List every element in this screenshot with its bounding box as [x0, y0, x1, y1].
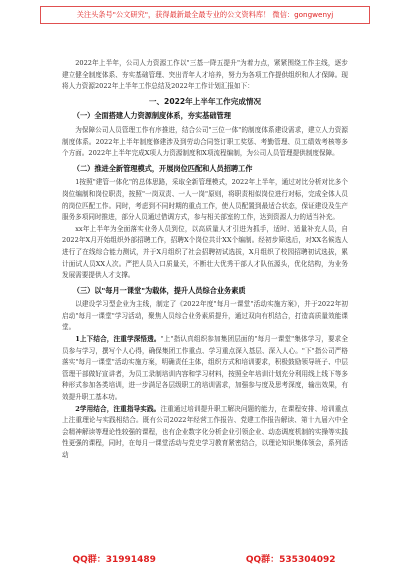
intro-paragraph: 2022年上半年，公司人力资源工作以"三基一降五提升"为着力点，紧紧围绕工作主线，逐步建立健全制度体系、夯实基础管理、突出青年人才培养，努力为各项工作提供组织和人才保障。现将人力资源2022年上半年工作总结及2022年工作计划汇报如下： [62, 59, 348, 91]
paragraph-6-lead: 1上下结合，注重学深悟透。 [75, 335, 161, 344]
qq-group-1: QQ群：31991489 [72, 555, 156, 565]
promo-banner: 关注头条号"公文研究"，获得最新最全最专业的公文资料库！ 微信：gongwenyj [40, 6, 370, 24]
paragraph-6-text: "上"指认真组织参加集团层面的"每月一课堂"集体学习，要求全员参与学习，撰写个人心得，确保集团工作重点、学习重点深入基层、深入人心。"下"指公司严格落实"每月一课堂"活动实施方案，明确责任主体，组织方式和培训要求，积极鼓励领导班子、中层管理干部做好宣讲者，为员工录制培训内容和学习材料，按照全年培训计划充分利用线上线下等多种形式参加各类培训，进一步满足各层级职工的培训需求，加强参与度及思考深度，输出效果，有效提升职工基本功。 [62, 335, 348, 402]
paragraph-7-lead: 2学用结合，注重指导实践。 [75, 404, 161, 413]
paragraph-2: 为保障公司人员管理工作有序推进，结合公司"三位一体"的制度体系建设需求，建立人力资源制度体系。2022年上半年制度修建涉及到劳动合同签订职工奖惩、考勤管理、员工绩效考核等多个方面。2022年上半年完成X项人力资源制度和X项流程编制，为公司人员管理提供制度保障。 [62, 125, 348, 158]
document-body [62, 58, 348, 462]
paragraph-7 [62, 404, 348, 462]
paragraph-3: 1按照"建管一体化"的总体思路，采取全新管理模式，2022年上半年，通过对比分析对比多个岗位编制和岗位职责，按照"一岗双责、一人一岗"原则，将职责相似岗位进行对标，完成全体人员的岗位匹配工作。同时，考虑到不同时期的重点工作，使人员配置到最适合状态，保证建设及生产服务多项同时推进，部分人员通过借调方式，参与相关部室的工作，达到资源人力的适当补充。 [62, 178, 348, 222]
paragraph-5: 以建设学习型企业为主线，制定了《2022年度"每月一课堂"活动实施方案》，并于2022年初启动"每月一课堂"学习活动，聚焦人员综合业务素质提升，通过双向有机结合，打造高质量效能课堂。 [62, 300, 348, 332]
paragraph-6 [62, 334, 348, 404]
subheading-2: （二）推进全新管理模式，开展岗位匹配和人员招聘工作 [72, 163, 253, 173]
subheading-1: （一）全面搭建人力资源制度体系，夯实基础管理 [72, 111, 231, 121]
qq-group-2: QQ群：535304092 [245, 555, 336, 565]
footer-contacts [0, 552, 408, 570]
paragraph-7-text: 注重通过培训提升职工解决问题的能力，在课程安排、培训重点上注重理论与实践相结合。既有公司2022年经营工作报告、党建工作报告解读、第十九届六中全会精神解读等理论性较强的课程，也有企业数字化分析企业引领企业、动态调度机制的实操等实践性更强的课程，同时，在每月一课堂活动与党史学习教育紧密结合，以理论知识集体领会，系列活动 [62, 404, 348, 459]
subheading-3: （三）以"每月一课堂"为载体，提升人员综合业务素质 [72, 285, 246, 295]
section-heading: 一、2022年上半年工作完成情况 [148, 96, 262, 106]
paragraph-4: xx年上半年为全面落实业务人员到位，以高质量人才引进为抓手，适时、适量补充人员，自2022年X月开始组织外部招聘工作，招聘X个岗位共计XX个编制。经初步筛选后，对XX名候选人进行了在线综合能力测试，并于X月组织了社会招聘初试选拔，X月组织了校园招聘初试选拔，累计面试人员XX人次。严把人员入口质量关，不断壮大优秀干部人才队伍源头，优化结构，为业务发展需要提供人才支撑。 [62, 224, 348, 280]
